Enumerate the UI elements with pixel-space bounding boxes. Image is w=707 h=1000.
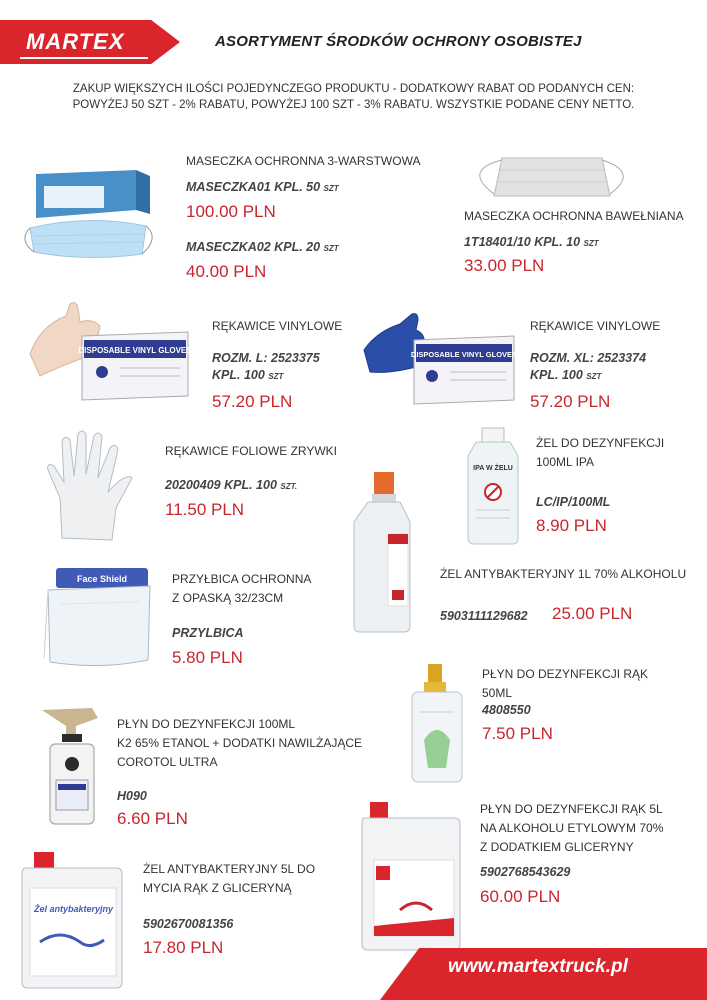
vinyl-gloves-xl-code1: ROZM. XL: 2523374: [530, 351, 647, 365]
logo-text: MARTEX: [26, 29, 125, 54]
fluid-50ml-name1: PŁYN DO DEZYNFEKCJI RĄK: [482, 667, 649, 681]
gel-1l-name: ŻEL ANTYBAKTERYJNY 1L 70% ALKOHOLU: [440, 567, 687, 581]
face-shield-name2: Z OPASKĄ 32/23CM: [172, 591, 284, 605]
fluid-5l-name3: Z DODATKIEM GLICERYNY: [480, 840, 634, 854]
page-title: ASORTYMENT ŚRODKÓW OCHRONY OSOBISTEJ: [215, 33, 582, 50]
gel-100ml-label: IPA W ŻELU: [473, 465, 513, 472]
gel-1l-code: 5903111129682: [440, 609, 528, 623]
vinyl-gloves-xl-code2: KPL. 100 SZT: [530, 368, 602, 382]
fluid-100ml-code: H090: [117, 789, 147, 803]
face-shield-price: 5.80 PLN: [172, 648, 243, 667]
vinyl-gloves-l-price: 57.20 PLN: [212, 392, 293, 411]
logo-underline: [20, 57, 148, 59]
mask3-price2: 40.00 PLN: [186, 262, 267, 281]
vinyl-gloves-xl-name: RĘKAWICE VINYLOWE: [530, 319, 661, 333]
gel-100ml-name2: 100ML IPA: [536, 455, 595, 469]
fluid-5l-code: 5902768543629: [480, 865, 571, 879]
foil-gloves-code: 20200409 KPL. 100 SZT.: [165, 478, 298, 492]
vinyl-gloves-xl-price: 57.20 PLN: [530, 392, 611, 411]
foil-gloves-image: [42, 428, 137, 546]
fluid-5l-name2: NA ALKOHOLU ETYLOWYM 70%: [480, 821, 664, 835]
vinyl-gloves-l-name: RĘKAWICE VINYLOWE: [212, 319, 343, 333]
gel-1l-price: 25.00 PLN: [552, 604, 633, 623]
gel-100ml-price: 8.90 PLN: [536, 516, 607, 535]
cotton-mask-name: MASECZKA OCHRONNA BAWEŁNIANA: [464, 209, 684, 223]
gel-5l-label: Żel antybakteryjny: [34, 904, 114, 914]
fluid-5l-price: 60.00 PLN: [480, 887, 561, 906]
mask3-name: MASECZKA OCHRONNA 3-WARSTWOWA: [186, 154, 421, 168]
face-shield-label: Face Shield: [76, 574, 128, 584]
fluid-50ml-image: [406, 660, 468, 785]
discount-note-line2: POWYŻEJ 50 SZT - 2% RABATU, POWYŻEJ 100 SZT - 3% RABATU. WSZYSTKIE PODANE CENY NETTO.: [72, 99, 635, 111]
gel-5l-name2: MYCIA RĄK Z GLICERYNĄ: [143, 881, 292, 895]
fluid-100ml-spray-image: [36, 704, 116, 828]
website-link[interactable]: www.martextruck.pl: [448, 956, 628, 977]
glove-box-label-xl: DISPOSABLE VINYL GLOVES: [410, 350, 518, 359]
gel-1l-image: [350, 470, 420, 636]
gel-5l-name1: ŻEL ANTYBAKTERYJNY 5L DO: [143, 862, 316, 876]
face-shield-code: PRZYLBICA: [172, 626, 244, 640]
gel-100ml-name1: ŻEL DO DEZYNFEKCJI: [536, 436, 665, 450]
vinyl-gloves-l-code2: KPL. 100 SZT: [212, 368, 284, 382]
gel-100ml-image: [462, 426, 524, 546]
fluid-50ml-price: 7.50 PLN: [482, 724, 553, 743]
discount-note-line1: ZAKUP WIĘKSZYCH ILOŚCI POJEDYNCZEGO PRODUKTU - DODATKOWY RABAT OD PODANYCH CEN:: [72, 83, 635, 95]
vinyl-gloves-xl-image: [360, 310, 520, 406]
cotton-mask-price: 33.00 PLN: [464, 256, 545, 275]
fluid-100ml-price: 6.60 PLN: [117, 809, 188, 828]
mask-box-image: [18, 162, 163, 262]
vinyl-gloves-l-image: [20, 296, 195, 406]
gel-5l-code: 5902670081356: [143, 917, 234, 931]
fluid-50ml-code: 4808550: [482, 703, 531, 717]
gel-5l-price: 17.80 PLN: [143, 938, 224, 957]
fluid-5l-canister-image: [360, 800, 466, 952]
cotton-mask-code: 1T18401/10 KPL. 10 SZT: [464, 235, 599, 249]
fluid-100ml-name3: COROTOL ULTRA: [117, 755, 218, 769]
mask3-price1: 100.00 PLN: [186, 202, 276, 221]
cotton-mask-image: [462, 150, 642, 210]
gel-100ml-code: LC/IP/100ML: [536, 495, 611, 509]
glove-box-label: DISPOSABLE VINYL GLOVES: [78, 346, 192, 355]
fluid-50ml-name2: 50ML: [482, 686, 513, 700]
foil-gloves-name: RĘKAWICE FOLIOWE ZRYWKI: [165, 444, 338, 458]
fluid-5l-name1: PŁYN DO DEZYNFEKCJI RĄK 5L: [480, 802, 663, 816]
fluid-100ml-name2: K2 65% ETANOL + DODATKI NAWILŻAJĄCE: [117, 736, 363, 750]
mask3-code2: MASECZKA02 KPL. 20 SZT: [186, 240, 339, 254]
fluid-100ml-name1: PŁYN DO DEZYNFEKCJI 100ML: [117, 717, 296, 731]
foil-gloves-price: 11.50 PLN: [165, 500, 245, 519]
face-shield-name1: PRZYŁBICA OCHRONNA: [172, 572, 312, 586]
mask3-code1: MASECZKA01 KPL. 50 SZT: [186, 180, 339, 194]
vinyl-gloves-l-code1: ROZM. L: 2523375: [212, 351, 320, 365]
face-shield-image: [40, 564, 155, 674]
gel-5l-canister-image: [20, 850, 126, 990]
